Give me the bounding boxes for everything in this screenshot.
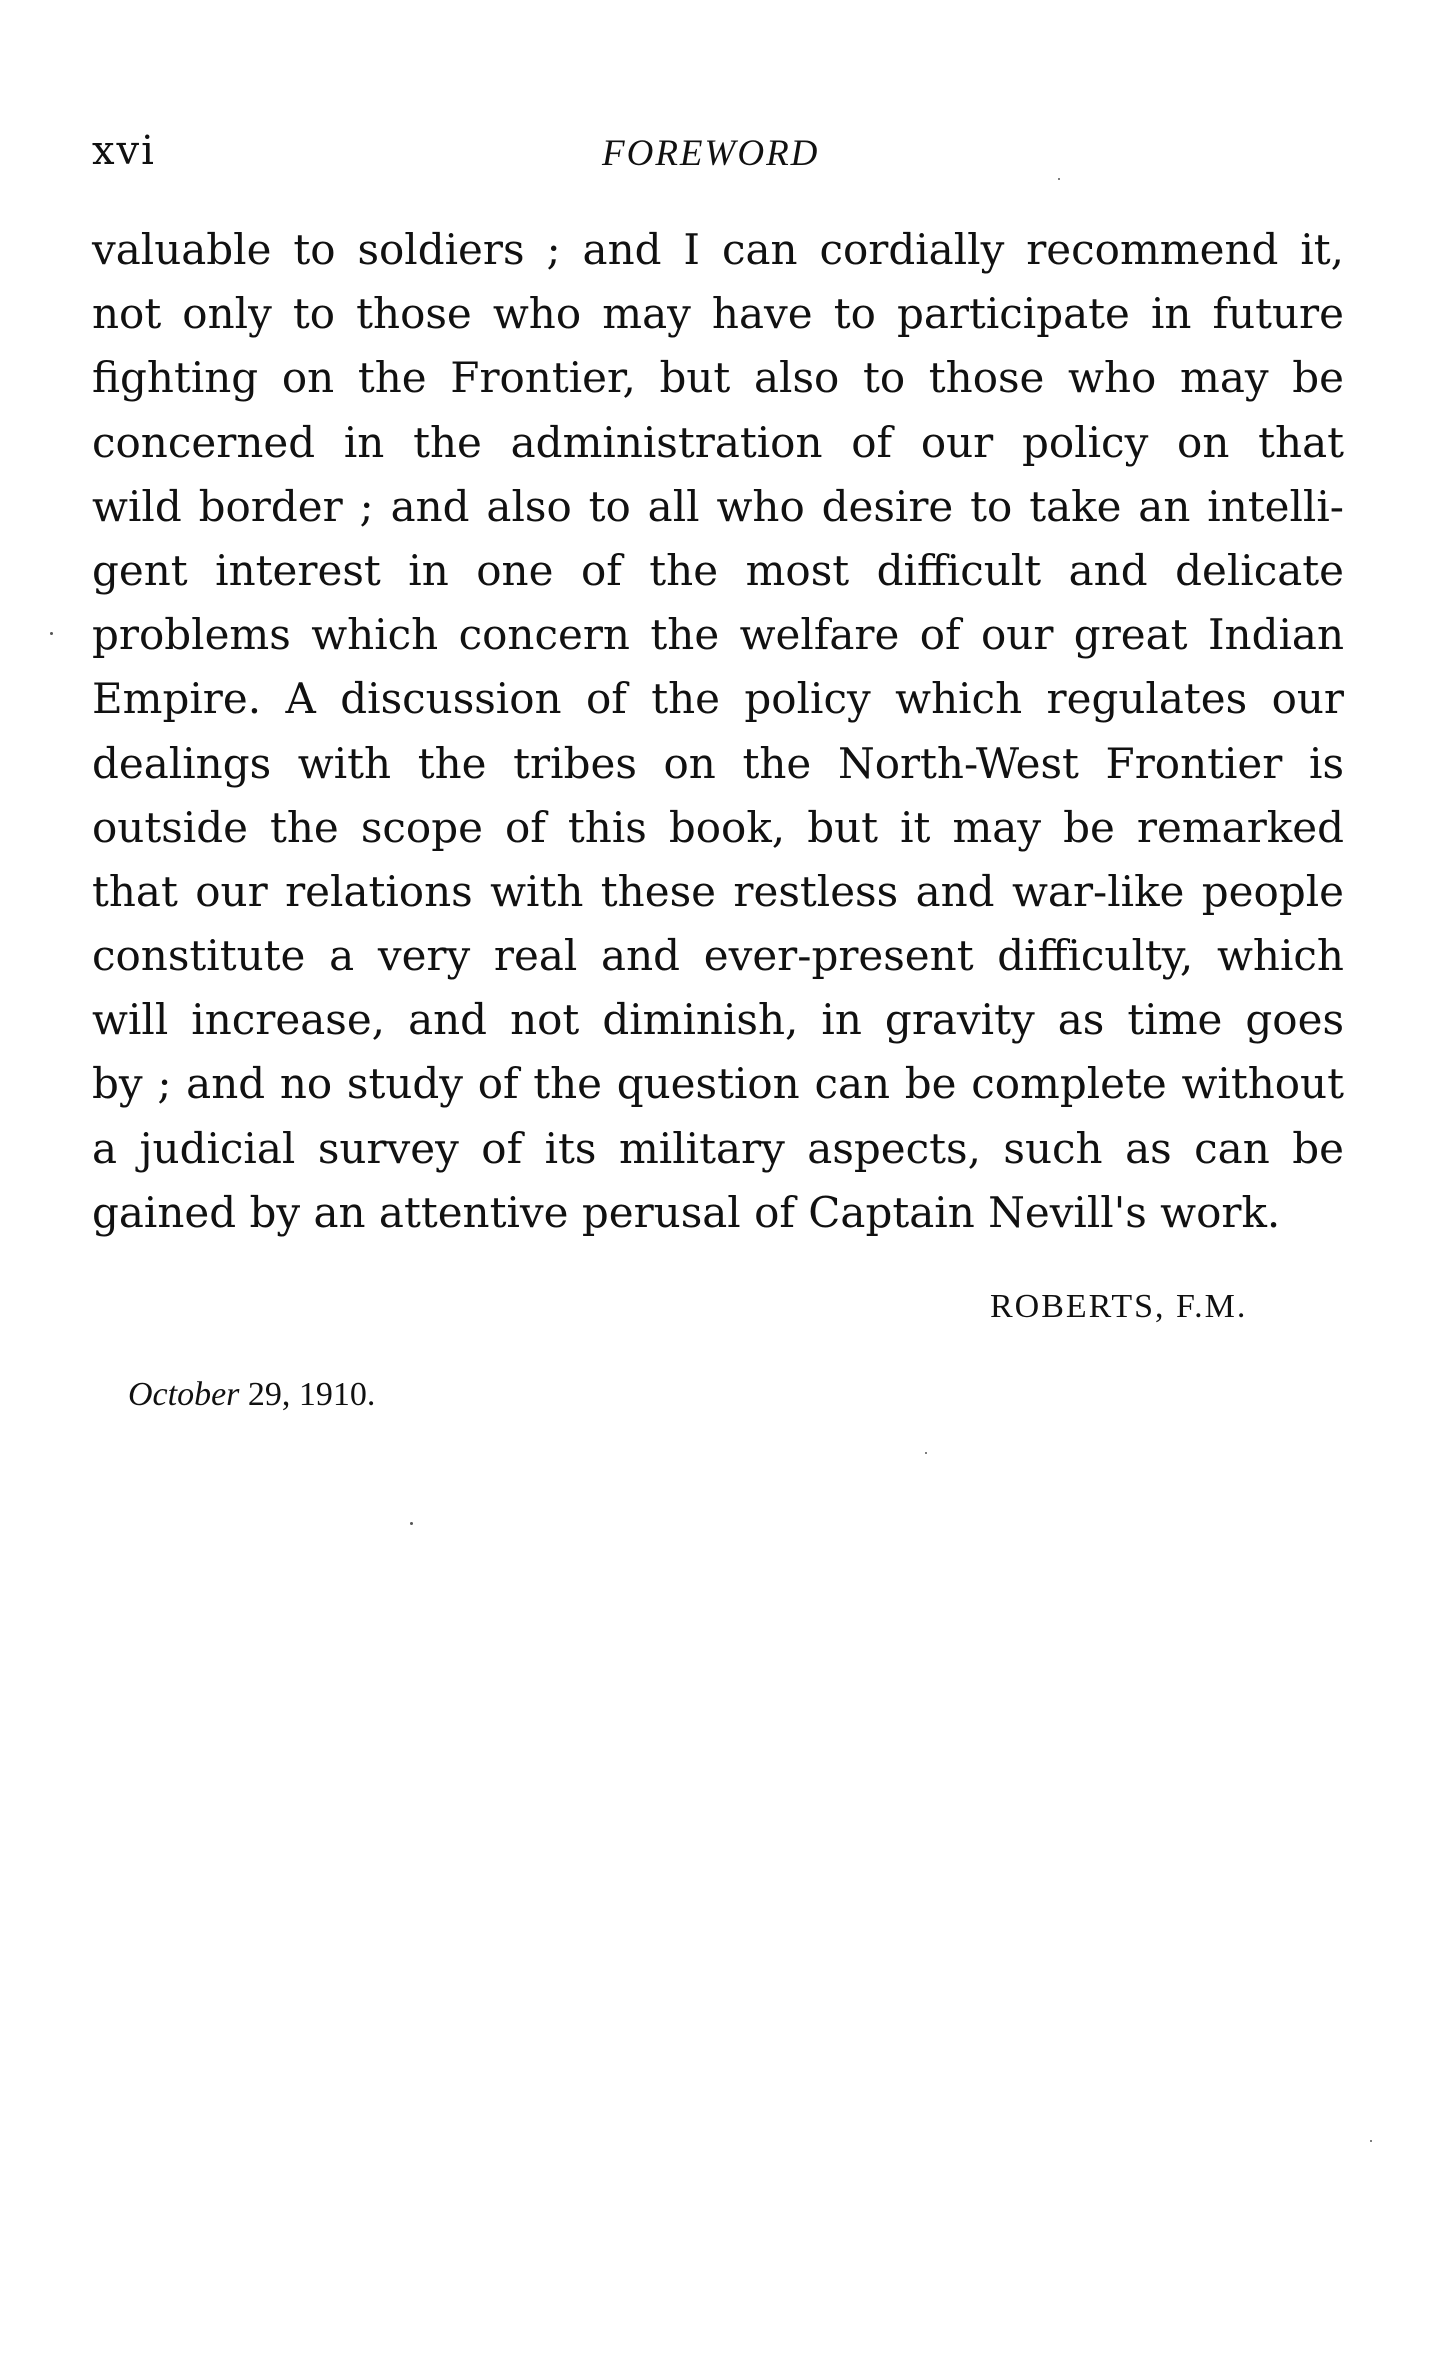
text-line: valuable to soldiers ; and I can cordially recommend it, [92,225,1344,274]
scan-speck [1370,2140,1372,2142]
text-line: wild border ; and also to all who desire to take an intelli- [92,481,1344,531]
text-line: a judicial survey of its military aspects, such as can be [92,1123,1344,1173]
text-line-last: gained by an attentive perusal of Captain Nevill's work. [92,1187,1281,1237]
scan-speck [925,1452,927,1454]
scan-speck [50,632,53,635]
text-line: that our relations with these restless and war-like people [92,866,1344,916]
running-title: FOREWORD [602,133,820,174]
date-day-year: 29, 1910. [239,1376,376,1413]
text-line: Empire. A discussion of the policy which regulates our [92,674,1344,724]
running-head [92,128,1342,188]
text-line: will increase, and not diminish, in gravity as time goes [92,995,1344,1045]
scan-speck [1058,178,1060,180]
date-line [128,1376,375,1414]
text-line: fighting on the Frontier, but also to those who may be [92,353,1344,403]
text-line: outside the scope of this book, but it may be remarked [92,802,1344,852]
text-line: gent interest in one of the most difficult and delicate [92,545,1344,595]
text-line: by ; and no study of the question can be complete without [92,1059,1344,1109]
scan-speck [410,1522,413,1525]
date-month: October [128,1376,240,1413]
signature: ROBERTS, F.M. [990,1288,1248,1325]
text-line: concerned in the administration of our policy on that [92,417,1344,467]
text-line: not only to those who may have to participate in future [92,289,1344,339]
text-line: constitute a very real and ever-present difficulty, which [92,931,1344,981]
text-line: problems which concern the welfare of our great Indian [92,610,1344,660]
page-number: xvi [92,128,156,174]
text-line: dealings with the tribes on the North-West Frontier is [92,738,1344,788]
foreword-body [92,218,1344,1245]
